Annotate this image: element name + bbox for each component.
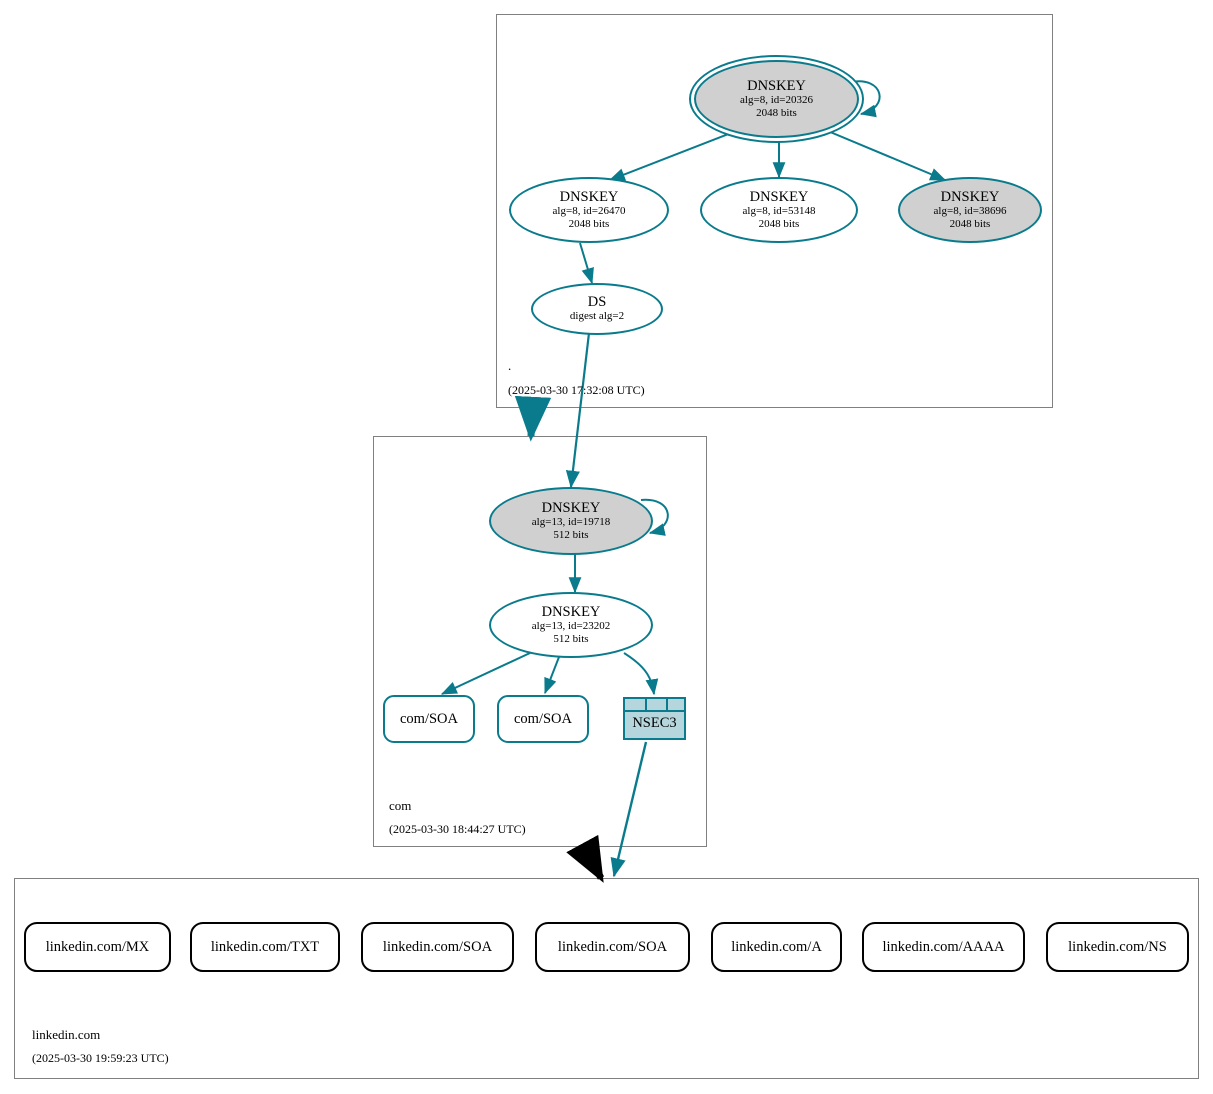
node-type: DNSKEY xyxy=(541,603,601,620)
node-params: alg=8, id=38696 xyxy=(933,204,1007,217)
rrset-linkedin-mx[interactable] xyxy=(24,922,171,972)
node-type: DNSKEY xyxy=(747,77,806,94)
rrset-label: com/SOA xyxy=(400,710,458,727)
rrset-linkedin-a[interactable] xyxy=(711,922,842,972)
node-size: 512 bits xyxy=(553,632,589,645)
zone-label-linkedin-name: linkedin.com xyxy=(32,1027,101,1042)
node-type: DNSKEY xyxy=(541,499,601,516)
node-params: alg=8, id=20326 xyxy=(740,93,813,106)
zone-label-com-name: com xyxy=(389,798,412,813)
rrset-com-soa-1[interactable] xyxy=(383,695,475,743)
rrset-com-soa-2[interactable] xyxy=(497,695,589,743)
zone-label-root-time: (2025-03-30 17:32:08 UTC) xyxy=(508,383,645,397)
node-size: 2048 bits xyxy=(758,217,800,230)
node-params: alg=8, id=26470 xyxy=(552,204,626,217)
node-com-dnskey-19718[interactable] xyxy=(489,487,653,555)
rrset-label: linkedin.com/TXT xyxy=(210,938,320,955)
node-size: 2048 bits xyxy=(756,106,797,119)
rrset-label: linkedin.com/SOA xyxy=(557,938,668,955)
node-root-ds[interactable] xyxy=(531,283,663,335)
node-type: DNSKEY xyxy=(559,188,619,205)
nsec3-tick-left xyxy=(645,699,647,710)
rrset-com-nsec3[interactable] xyxy=(623,697,686,740)
rrset-linkedin-txt[interactable] xyxy=(190,922,340,972)
rrset-label: linkedin.com/MX xyxy=(45,938,150,955)
rrset-label: linkedin.com/NS xyxy=(1068,938,1167,955)
rrset-linkedin-soa-1[interactable] xyxy=(361,922,514,972)
node-type: DS xyxy=(587,294,607,311)
node-type: DNSKEY xyxy=(940,188,1000,205)
rrset-label: com/SOA xyxy=(514,710,572,727)
node-size: 512 bits xyxy=(553,528,589,541)
nsec3-tick-right xyxy=(666,699,668,710)
node-params: alg=13, id=19718 xyxy=(531,515,611,528)
rrset-linkedin-ns[interactable] xyxy=(1046,922,1189,972)
node-com-dnskey-23202[interactable] xyxy=(489,592,653,658)
node-size: 2048 bits xyxy=(949,217,991,230)
zone-label-linkedin-time: (2025-03-30 19:59:23 UTC) xyxy=(32,1051,169,1065)
rrset-linkedin-soa-2[interactable] xyxy=(535,922,690,972)
rrset-label: linkedin.com/AAAA xyxy=(882,938,1005,955)
rrset-label: linkedin.com/A xyxy=(731,938,822,955)
node-params: alg=8, id=53148 xyxy=(742,204,816,217)
node-root-dnskey-20326[interactable] xyxy=(694,60,859,138)
rrset-label: NSEC3 xyxy=(632,715,677,731)
zone-label-com-time: (2025-03-30 18:44:27 UTC) xyxy=(389,822,526,836)
nsec3-divider xyxy=(625,710,684,712)
node-size: 2048 bits xyxy=(568,217,610,230)
rrset-linkedin-aaaa[interactable] xyxy=(862,922,1025,972)
node-root-dnskey-53148[interactable] xyxy=(700,177,858,243)
node-type: DNSKEY xyxy=(749,188,809,205)
node-root-dnskey-38696[interactable] xyxy=(898,177,1042,243)
node-params: alg=13, id=23202 xyxy=(531,619,611,632)
node-root-dnskey-26470[interactable] xyxy=(509,177,669,243)
rrset-label: linkedin.com/SOA xyxy=(382,938,493,955)
node-params: digest alg=2 xyxy=(569,310,625,323)
zone-label-root-name: . xyxy=(508,358,512,373)
